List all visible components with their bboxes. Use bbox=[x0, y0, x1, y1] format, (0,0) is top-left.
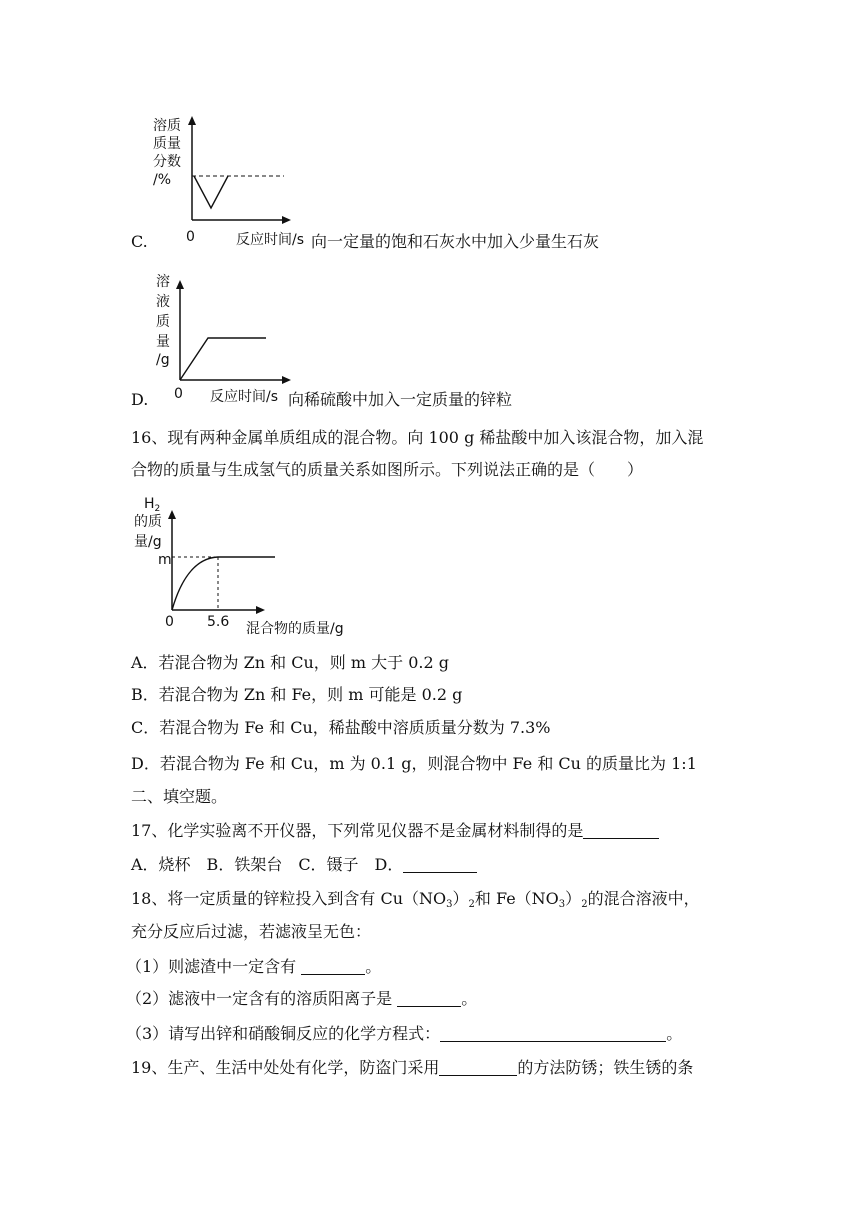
graph-d-x-arrow bbox=[282, 376, 291, 384]
q18-part2-end: 。 bbox=[461, 989, 478, 1008]
q18-sub-2a: 2 bbox=[468, 899, 475, 910]
graph-c-ylabel-1: 溶质 bbox=[153, 118, 181, 134]
q18-line1-c: 和 Fe（NO bbox=[474, 889, 559, 908]
q18-stem-line1 bbox=[131, 888, 700, 910]
q18-sub-2b: 2 bbox=[581, 899, 588, 910]
section-heading: 二、填空题。 bbox=[131, 787, 228, 806]
q18-part2 bbox=[126, 988, 477, 1010]
q16-option-c: C．若混合物为 Fe 和 Cu，稀盐酸中溶质质量分数为 7.3% bbox=[131, 718, 551, 737]
q18-part2-text: （2）滤液中一定含有的溶质阳离子是 bbox=[126, 989, 393, 1008]
graph-d bbox=[148, 270, 298, 390]
q19-text-a: 19、生产、生活中处处有化学，防盗门采用 bbox=[131, 1058, 440, 1077]
option-d-letter: D. bbox=[131, 390, 149, 409]
graph-q16-x-arrow bbox=[256, 606, 265, 614]
graph-q16-xlabel: 混合物的质量/g bbox=[246, 621, 344, 637]
q18-sub-3b: 3 bbox=[558, 899, 566, 910]
graph-c-ylabel-2: 质量 bbox=[153, 136, 181, 152]
graph-d-ylabel-2: 液 bbox=[156, 294, 170, 310]
q18-part1-blank[interactable] bbox=[301, 958, 365, 975]
q18-part3-text: （3）请写出锌和硝酸铜反应的化学方程式： bbox=[126, 1024, 441, 1043]
q18-line1-e: 的混合溶液中， bbox=[587, 889, 700, 908]
graph-q16-x-tick: 5.6 bbox=[207, 614, 230, 630]
q19-blank[interactable] bbox=[439, 1059, 517, 1076]
q18-sub-3a: 3 bbox=[446, 899, 453, 910]
q17-stem bbox=[131, 820, 659, 842]
q16-option-a: A．若混合物为 Zn 和 Cu，则 m 大于 0.2 g bbox=[131, 653, 449, 672]
graph-q16 bbox=[128, 492, 308, 622]
graph-d-ylabel-4: 量 bbox=[156, 334, 170, 350]
q18-part1-end: 。 bbox=[365, 957, 382, 976]
graph-q16-ylabel-1: 的质 bbox=[134, 514, 162, 530]
graph-d-origin: 0 bbox=[174, 386, 183, 402]
q18-line1-b: ） bbox=[452, 889, 469, 908]
graph-d-ylabel-1: 溶 bbox=[156, 274, 170, 290]
graph-q16-ylabel-2: 量/g bbox=[134, 534, 162, 550]
q17-stem-text: 17、化学实验离不开仪器，下列常见仪器不是金属材料制得的是 bbox=[131, 821, 584, 840]
q18-part3-end: 。 bbox=[666, 1024, 683, 1043]
q17-options-text: A．烧杯 B．铁架台 C．镊子 D． bbox=[131, 855, 404, 874]
graph-d-curve bbox=[180, 338, 266, 380]
q17-options bbox=[131, 854, 477, 876]
graph-q16-y-arrow bbox=[168, 510, 176, 519]
graph-q16-origin: 0 bbox=[165, 614, 174, 630]
option-c-letter: C. bbox=[131, 232, 148, 251]
q19-text-b: 的方法防锈；铁生锈的条 bbox=[517, 1058, 694, 1077]
graph-d-xlabel: 反应时间/s bbox=[210, 389, 279, 405]
q16-stem-line2: 合物的质量与生成氢气的质量关系如图所示。下列说法正确的是（ ） bbox=[131, 460, 644, 479]
q18-part2-blank[interactable] bbox=[397, 990, 461, 1007]
option-c-desc: 向一定量的饱和石灰水中加入少量生石灰 bbox=[311, 232, 600, 251]
graph-c-y-arrow bbox=[188, 116, 196, 125]
q18-part1-text: （1）则滤渣中一定含有 bbox=[126, 957, 297, 976]
q18-part1 bbox=[126, 956, 381, 978]
q18-line1-a: 18、将一定质量的锌粒投入到含有 Cu（NO bbox=[131, 889, 447, 908]
graph-c-origin: 0 bbox=[186, 229, 195, 245]
graph-c-ylabel-4: /% bbox=[153, 172, 172, 188]
graph-q16-curve bbox=[172, 557, 275, 610]
graph-d-ylabel-3: 质 bbox=[156, 314, 170, 330]
graph-d-ylabel-5: /g bbox=[156, 352, 170, 368]
graph-q16-ylabel-h: $H_2$ bbox=[144, 496, 161, 514]
graph-c-ylabel-3: 分数 bbox=[153, 154, 181, 170]
graph-q16-m-label: m bbox=[158, 552, 172, 568]
q16-option-d: D．若混合物为 Fe 和 Cu，m 为 0.1 g，则混合物中 Fe 和 Cu 的质量比为 1:1 bbox=[131, 754, 697, 773]
graph-d-y-arrow bbox=[176, 280, 184, 289]
q17-answer-blank[interactable] bbox=[583, 822, 659, 839]
q18-stem-line2: 充分反应后过滤，若滤液呈无色： bbox=[131, 922, 372, 941]
q19-stem bbox=[131, 1057, 693, 1079]
q16-option-b: B．若混合物为 Zn 和 Fe，则 m 可能是 0.2 g bbox=[131, 685, 463, 704]
option-d-desc: 向稀硫酸中加入一定质量的锌粒 bbox=[288, 390, 513, 409]
q16-stem-line1: 16、现有两种金属单质组成的混合物。向 100 g 稀盐酸中加入该混合物，加入混 bbox=[131, 428, 704, 447]
q17-option-d-blank[interactable] bbox=[403, 856, 477, 873]
q18-line1-d: ） bbox=[565, 889, 582, 908]
graph-c-x-arrow bbox=[282, 216, 291, 224]
graph-c-curve bbox=[194, 176, 228, 208]
q18-part3-blank[interactable] bbox=[440, 1025, 666, 1042]
graph-c-xlabel: 反应时间/s bbox=[236, 232, 305, 248]
q18-part3 bbox=[126, 1023, 682, 1045]
